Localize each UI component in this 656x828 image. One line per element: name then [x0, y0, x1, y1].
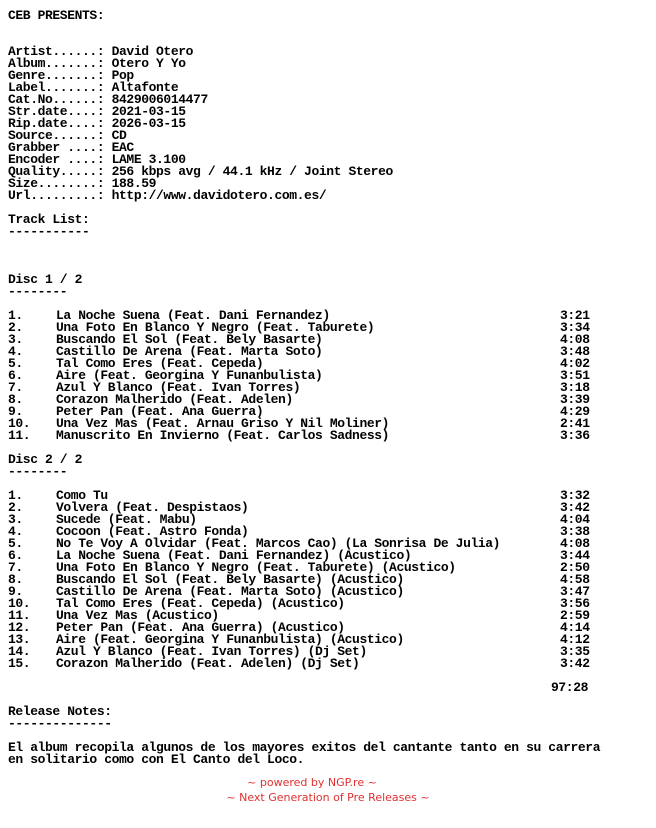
tracklist-underline: ----------- — [8, 224, 90, 239]
disc2-underline: -------- — [8, 464, 68, 479]
info-row-artist: Artist......: David Otero — [8, 44, 194, 59]
track-number: 1. — [8, 308, 23, 323]
disc1-underline: -------- — [8, 284, 68, 299]
track-duration: 3:35 — [560, 644, 590, 659]
track-duration: 2:41 — [560, 416, 590, 431]
track-duration: 2:59 — [560, 608, 590, 623]
track-duration: 4:12 — [560, 632, 590, 647]
track-duration: 3:48 — [560, 344, 590, 359]
artist-value: David Otero — [111, 44, 194, 59]
track-duration: 3:18 — [560, 380, 590, 395]
track-number: 1. — [8, 488, 23, 503]
track-duration: 3:42 — [560, 656, 590, 671]
catno-value: 8429006014477 — [111, 92, 208, 107]
track-duration: 2:50 — [560, 560, 590, 575]
size-value: 188.59 — [111, 176, 157, 191]
track-duration: 4:08 — [560, 332, 590, 347]
url-value: http://www.davidotero.com.es/ — [111, 188, 327, 203]
grabber-value: EAC — [111, 140, 134, 155]
track-number: 13. — [8, 632, 31, 647]
track-duration: 3:32 — [560, 488, 590, 503]
info-row-grabber: Grabber ....: EAC — [8, 140, 134, 155]
track-title: Sucede (Feat. Mabu) — [56, 512, 197, 527]
quality-value: 256 kbps avg / 44.1 kHz / Joint Stereo — [111, 164, 393, 179]
track-title: Una Foto En Blanco Y Negro (Feat. Taburete) — [56, 320, 375, 335]
info-row-source: Source......: CD — [8, 128, 127, 143]
release-notes-line: en solitario como con El Canto del Loco. — [8, 752, 305, 767]
info-row-quality: Quality.....: 256 kbps avg / 44.1 kHz / Joint Stereo — [8, 164, 393, 179]
disc2-track-list — [8, 490, 653, 670]
info-row-strdate: Str.date....: 2021-03-15 — [8, 104, 186, 119]
track-number: 4. — [8, 524, 23, 539]
track-title: No Te Voy A Olvidar (Feat. Marcos Cao) (La Sonrisa De Julia) — [56, 536, 501, 551]
release-notes-heading: Release Notes: — [8, 704, 112, 719]
track-duration: 3:36 — [560, 428, 590, 443]
track-number: 9. — [8, 584, 23, 599]
track-number: 8. — [8, 572, 23, 587]
nfo-document — [8, 10, 653, 766]
track-duration: 4:14 — [560, 620, 590, 635]
track-title: Tal Como Eres (Feat. Cepeda) — [56, 356, 264, 371]
track-number: 11. — [8, 428, 31, 443]
track-title: Buscando El Sol (Feat. Bely Basarte) (Acustico) — [56, 572, 404, 587]
track-number: 2. — [8, 320, 23, 335]
track-title: Una Vez Mas (Feat. Arnau Griso Y Nil Moliner) — [56, 416, 390, 431]
track-number: 6. — [8, 548, 23, 563]
genre-value: Pop — [111, 68, 134, 83]
track-title: Castillo De Arena (Feat. Marta Soto) (Acustico) — [56, 584, 404, 599]
disc1-heading: Disc 1 / 2 — [8, 272, 83, 287]
track-duration: 4:08 — [560, 536, 590, 551]
track-title: Cocoon (Feat. Astro Fonda) — [56, 524, 249, 539]
release-notes-line: El album recopila algunos de los mayores exitos del cantante tanto en su carrera — [8, 740, 601, 755]
info-row-url: Url.........: http://www.davidotero.com.es/ — [8, 188, 327, 203]
track-number: 5. — [8, 536, 23, 551]
total-time-row — [8, 682, 653, 694]
info-row-label: Label.......: Altafonte — [8, 80, 179, 95]
footer-tagline: ~ Next Generation of Pre Releases ~ — [226, 791, 430, 804]
track-row — [8, 430, 653, 442]
info-row-genre: Genre.......: Pop — [8, 68, 134, 83]
track-duration: 3:39 — [560, 392, 590, 407]
track-title: Azul Y Blanco (Feat. Ivan Torres) — [56, 380, 301, 395]
track-title: Como Tu — [56, 488, 108, 503]
track-title: Aire (Feat. Georgina Y Funanbulista) (Acustico) — [56, 632, 404, 647]
track-number: 14. — [8, 644, 31, 659]
track-title: Azul Y Blanco (Feat. Ivan Torres) (Dj Set) — [56, 644, 367, 659]
track-number: 6. — [8, 368, 23, 383]
track-title: Peter Pan (Feat. Ana Guerra) (Acustico) — [56, 620, 345, 635]
track-title: Castillo De Arena (Feat. Marta Soto) — [56, 344, 323, 359]
track-duration: 3:47 — [560, 584, 590, 599]
track-duration: 4:02 — [560, 356, 590, 371]
total-time: 97:28 — [551, 680, 589, 695]
track-title: Corazon Malherido (Feat. Adelen) (Dj Set) — [56, 656, 360, 671]
label-value: Altafonte — [111, 80, 179, 95]
track-title: Buscando El Sol (Feat. Bely Basarte) — [56, 332, 323, 347]
track-number: 2. — [8, 500, 23, 515]
track-duration: 3:38 — [560, 524, 590, 539]
track-number: 8. — [8, 392, 23, 407]
track-title: La Noche Suena (Feat. Dani Fernandez) (Acustico) — [56, 548, 412, 563]
track-title: Manuscrito En Invierno (Feat. Carlos Sadness) — [56, 428, 390, 443]
track-duration: 3:42 — [560, 500, 590, 515]
disc1-track-list — [8, 310, 653, 442]
track-duration: 3:44 — [560, 548, 590, 563]
track-duration: 3:34 — [560, 320, 590, 335]
track-duration: 4:04 — [560, 512, 590, 527]
disc2-heading: Disc 2 / 2 — [8, 452, 83, 467]
track-duration: 3:51 — [560, 368, 590, 383]
track-title: Volvera (Feat. Despistaos) — [56, 500, 249, 515]
track-number: 12. — [8, 620, 31, 635]
tracklist-heading: Track List: — [8, 212, 90, 227]
track-title: La Noche Suena (Feat. Dani Fernandez) — [56, 308, 330, 323]
track-title: Tal Como Eres (Feat. Cepeda) (Acustico) — [56, 596, 345, 611]
track-number: 4. — [8, 344, 23, 359]
footer-powered-by: ~ powered by NGP.re ~ — [247, 776, 377, 789]
info-row-size: Size........: 188.59 — [8, 176, 157, 191]
track-number: 9. — [8, 404, 23, 419]
track-row — [8, 658, 653, 670]
track-duration: 3:21 — [560, 308, 590, 323]
track-number: 7. — [8, 560, 23, 575]
track-title: Una Vez Mas (Acustico) — [56, 608, 219, 623]
info-row-encoder: Encoder ....: LAME 3.100 — [8, 152, 186, 167]
track-number: 10. — [8, 416, 31, 431]
track-title: Aire (Feat. Georgina Y Funanbulista) — [56, 368, 323, 383]
track-number: 3. — [8, 512, 23, 527]
info-row-ripdate: Rip.date....: 2026-03-15 — [8, 116, 186, 131]
track-title: Peter Pan (Feat. Ana Guerra) — [56, 404, 264, 419]
track-number: 15. — [8, 656, 31, 671]
encoder-value: LAME 3.100 — [111, 152, 186, 167]
track-number: 7. — [8, 380, 23, 395]
strdate-value: 2021-03-15 — [111, 104, 186, 119]
track-number: 11. — [8, 608, 31, 623]
track-duration: 4:29 — [560, 404, 590, 419]
track-duration: 3:56 — [560, 596, 590, 611]
track-number: 5. — [8, 356, 23, 371]
track-duration: 4:58 — [560, 572, 590, 587]
track-number: 3. — [8, 332, 23, 347]
info-block — [8, 46, 653, 202]
header-title: CEB PRESENTS: — [8, 8, 105, 23]
track-title: Una Foto En Blanco Y Negro (Feat. Taburete) (Acustico) — [56, 560, 456, 575]
source-value: CD — [111, 128, 127, 143]
track-number: 10. — [8, 596, 31, 611]
ripdate-value: 2026-03-15 — [111, 116, 186, 131]
info-row-catno: Cat.No......: 8429006014477 — [8, 92, 208, 107]
track-title: Corazon Malherido (Feat. Adelen) — [56, 392, 293, 407]
info-row-album: Album.......: Otero Y Yo — [8, 56, 186, 71]
album-value: Otero Y Yo — [111, 56, 186, 71]
release-notes-underline: -------------- — [8, 716, 112, 731]
